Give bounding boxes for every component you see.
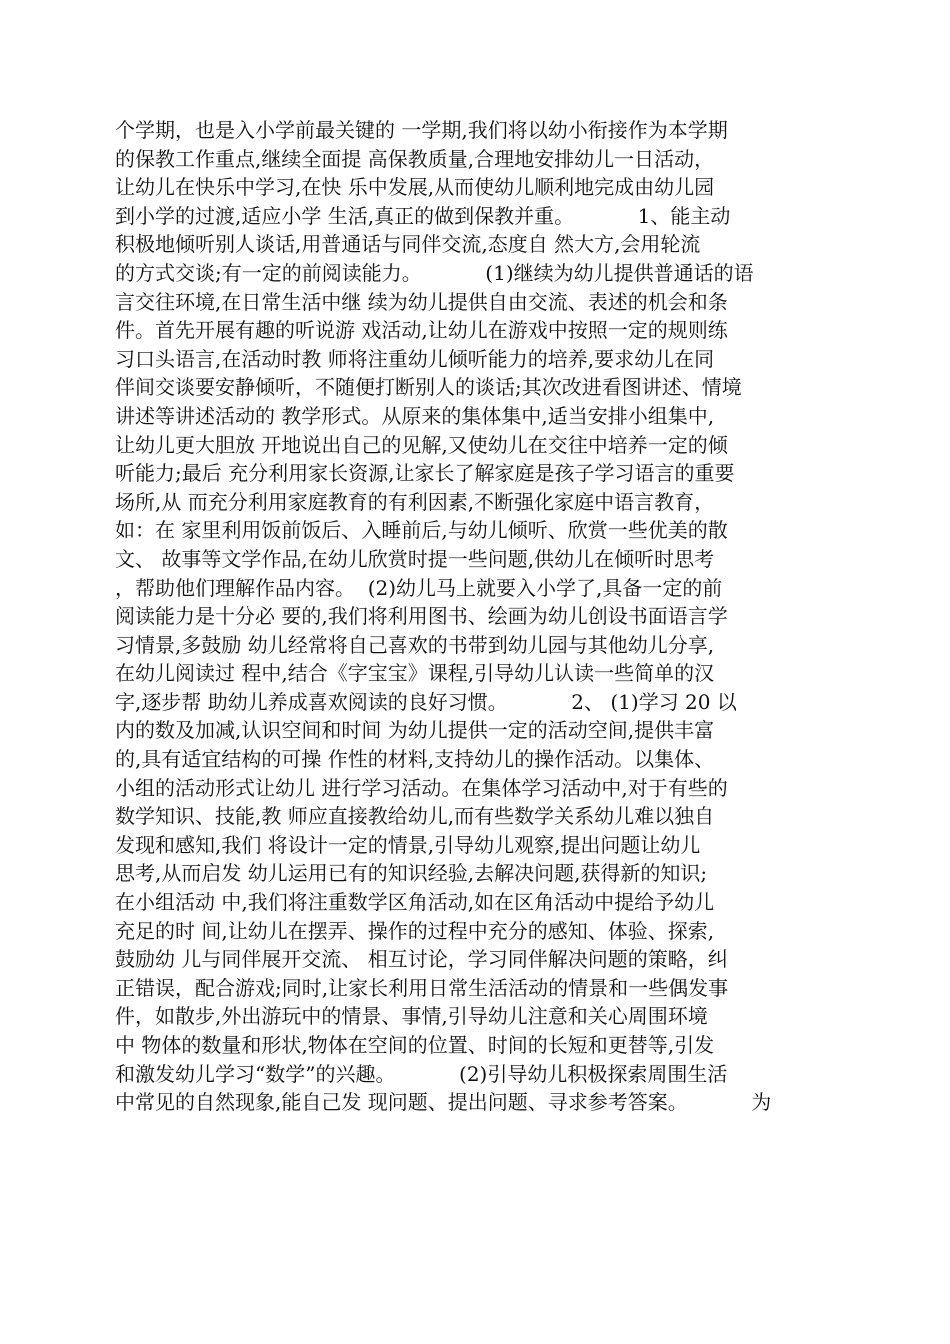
text-line: 文、 故事等文学作品,在幼儿欣赏时提一些问题,供幼儿在倾听时思考 (115, 546, 715, 571)
text-line: 字,逐步帮 助幼儿养成喜欢阅读的良好习惯。 2、 (1)学习 20 以 (115, 689, 737, 714)
text-line: 鼓励幼 儿与同伴展开交流、 相互讨论，学习同伴解决问题的策略，纠 (115, 947, 728, 972)
text-line: 让幼儿在快乐中学习,在快 乐中发展,从而使幼儿顺利地完成由幼儿园 (115, 175, 715, 200)
text-line: 场所,从 而充分利用家庭教育的有利因素,不断强化家庭中语言教育， (115, 489, 715, 514)
body-text (115, 116, 855, 1117)
text-line: 和激发幼儿学习“数学”的兴趣。 (2)引导幼儿积极探索周围生活 (115, 1061, 728, 1086)
text-line: 内的数及加减,认识空间和时间 为幼儿提供一定的活动空间,提供丰富 (115, 718, 715, 743)
text-line: 听能力;最后 充分利用家长资源,让家长了解家庭是孩子学习语言的重要 (115, 461, 735, 486)
text-line: 伴间交谈要安静倾听，不随便打断别人的谈话;其次改进看图讲述、情境 (115, 375, 742, 400)
text-line: 在幼儿阅读过 程中,结合《字宝宝》课程,引导幼儿认读一些简单的汉 (115, 661, 715, 686)
text-line: 如：在 家里利用饭前饭后、入睡前后,与幼儿倾听、欣赏一些优美的散 (115, 518, 728, 543)
text-line: 个学期，也是入小学前最关键的 一学期,我们将以幼小衔接作为本学期 (115, 118, 728, 142)
text-line: 积极地倾听别人谈话,用普通话与同伴交流,态度自 然大方,会用轮流 (115, 232, 701, 257)
text-line: 言交往环境,在日常生活中继 续为幼儿提供自由交流、表述的机会和条 (115, 289, 728, 314)
text-line: 中 物体的数量和形状,物体在空间的位置、时间的长短和更替等,引发 (115, 1033, 715, 1057)
text-line: 发现和感知,我们 将设计一定的情景,引导幼儿观察,提出问题让幼儿 (115, 832, 701, 857)
text-line: 的方式交谈;有一定的前阅读能力。 (1)继续为幼儿提供普通话的语 (115, 260, 754, 285)
text-line: 思考,从而启发 幼儿运用已有的知识经验,去解决问题,获得新的知识; (115, 861, 708, 886)
text-line: 的保教工作重点,继续全面提 高保教质量,合理地安排幼儿一日活动， (115, 146, 715, 171)
text-line: 充足的时 间,让幼儿在摆弄、操作的过程中充分的感知、体验、探索, (115, 918, 715, 943)
text-line: 阅读能力是十分必 要的,我们将利用图书、绘画为幼儿创设书面语言学 (115, 604, 728, 629)
text-line: 到小学的过渡,适应小学 生活,真正的做到保教并重。 1、能主动 (115, 203, 731, 228)
text-line: 讲述等讲述活动的 教学形式。从原来的集体集中,适当安排小组集中, (115, 403, 715, 428)
text-line: 习口头语言,在活动时教 师将注重幼儿倾听能力的培养,要求幼儿在同 (115, 346, 715, 371)
text-line: 小组的活动形式让幼儿 进行学习活动。在集体学习活动中,对于有些的 (115, 775, 728, 800)
text-line: 件。首先开展有趣的听说游 戏活动,让幼儿在游戏中按照一定的规则练 (115, 318, 728, 343)
text-line: ，帮助他们理解作品内容。 (2)幼儿马上就要入小学了,具备一定的前 (115, 575, 723, 600)
text-line: 习情景,多鼓励 幼儿经常将自己喜欢的书带到幼儿园与其他幼儿分享, (115, 632, 715, 657)
text-line: 在小组活动 中,我们将注重数学区角活动,如在区角活动中提给予幼儿 (115, 890, 715, 915)
text-line: 让幼儿更大胆放 开地说出自己的见解,又使幼儿在交往中培养一定的倾 (115, 432, 728, 457)
text-line: 的,具有适宜结构的可操 作性的材料,支持幼儿的操作活动。以集体、 (115, 747, 715, 772)
text-line: 数学知识、技能,教 师应直接教给幼儿,而有些数学关系幼儿难以独自 (115, 804, 715, 829)
text-line: 正错误，配合游戏;同时,让家长利用日常生活活动的情景和一些偶发事 (115, 975, 729, 1000)
text-line: 中常见的自然现象,能自己发 现问题、提出问题、寻求参考答案。 为 (115, 1090, 772, 1115)
text-line: 件，如散步,外出游玩中的情景、事情,引导幼儿注意和关心周围环境 (115, 1004, 708, 1029)
